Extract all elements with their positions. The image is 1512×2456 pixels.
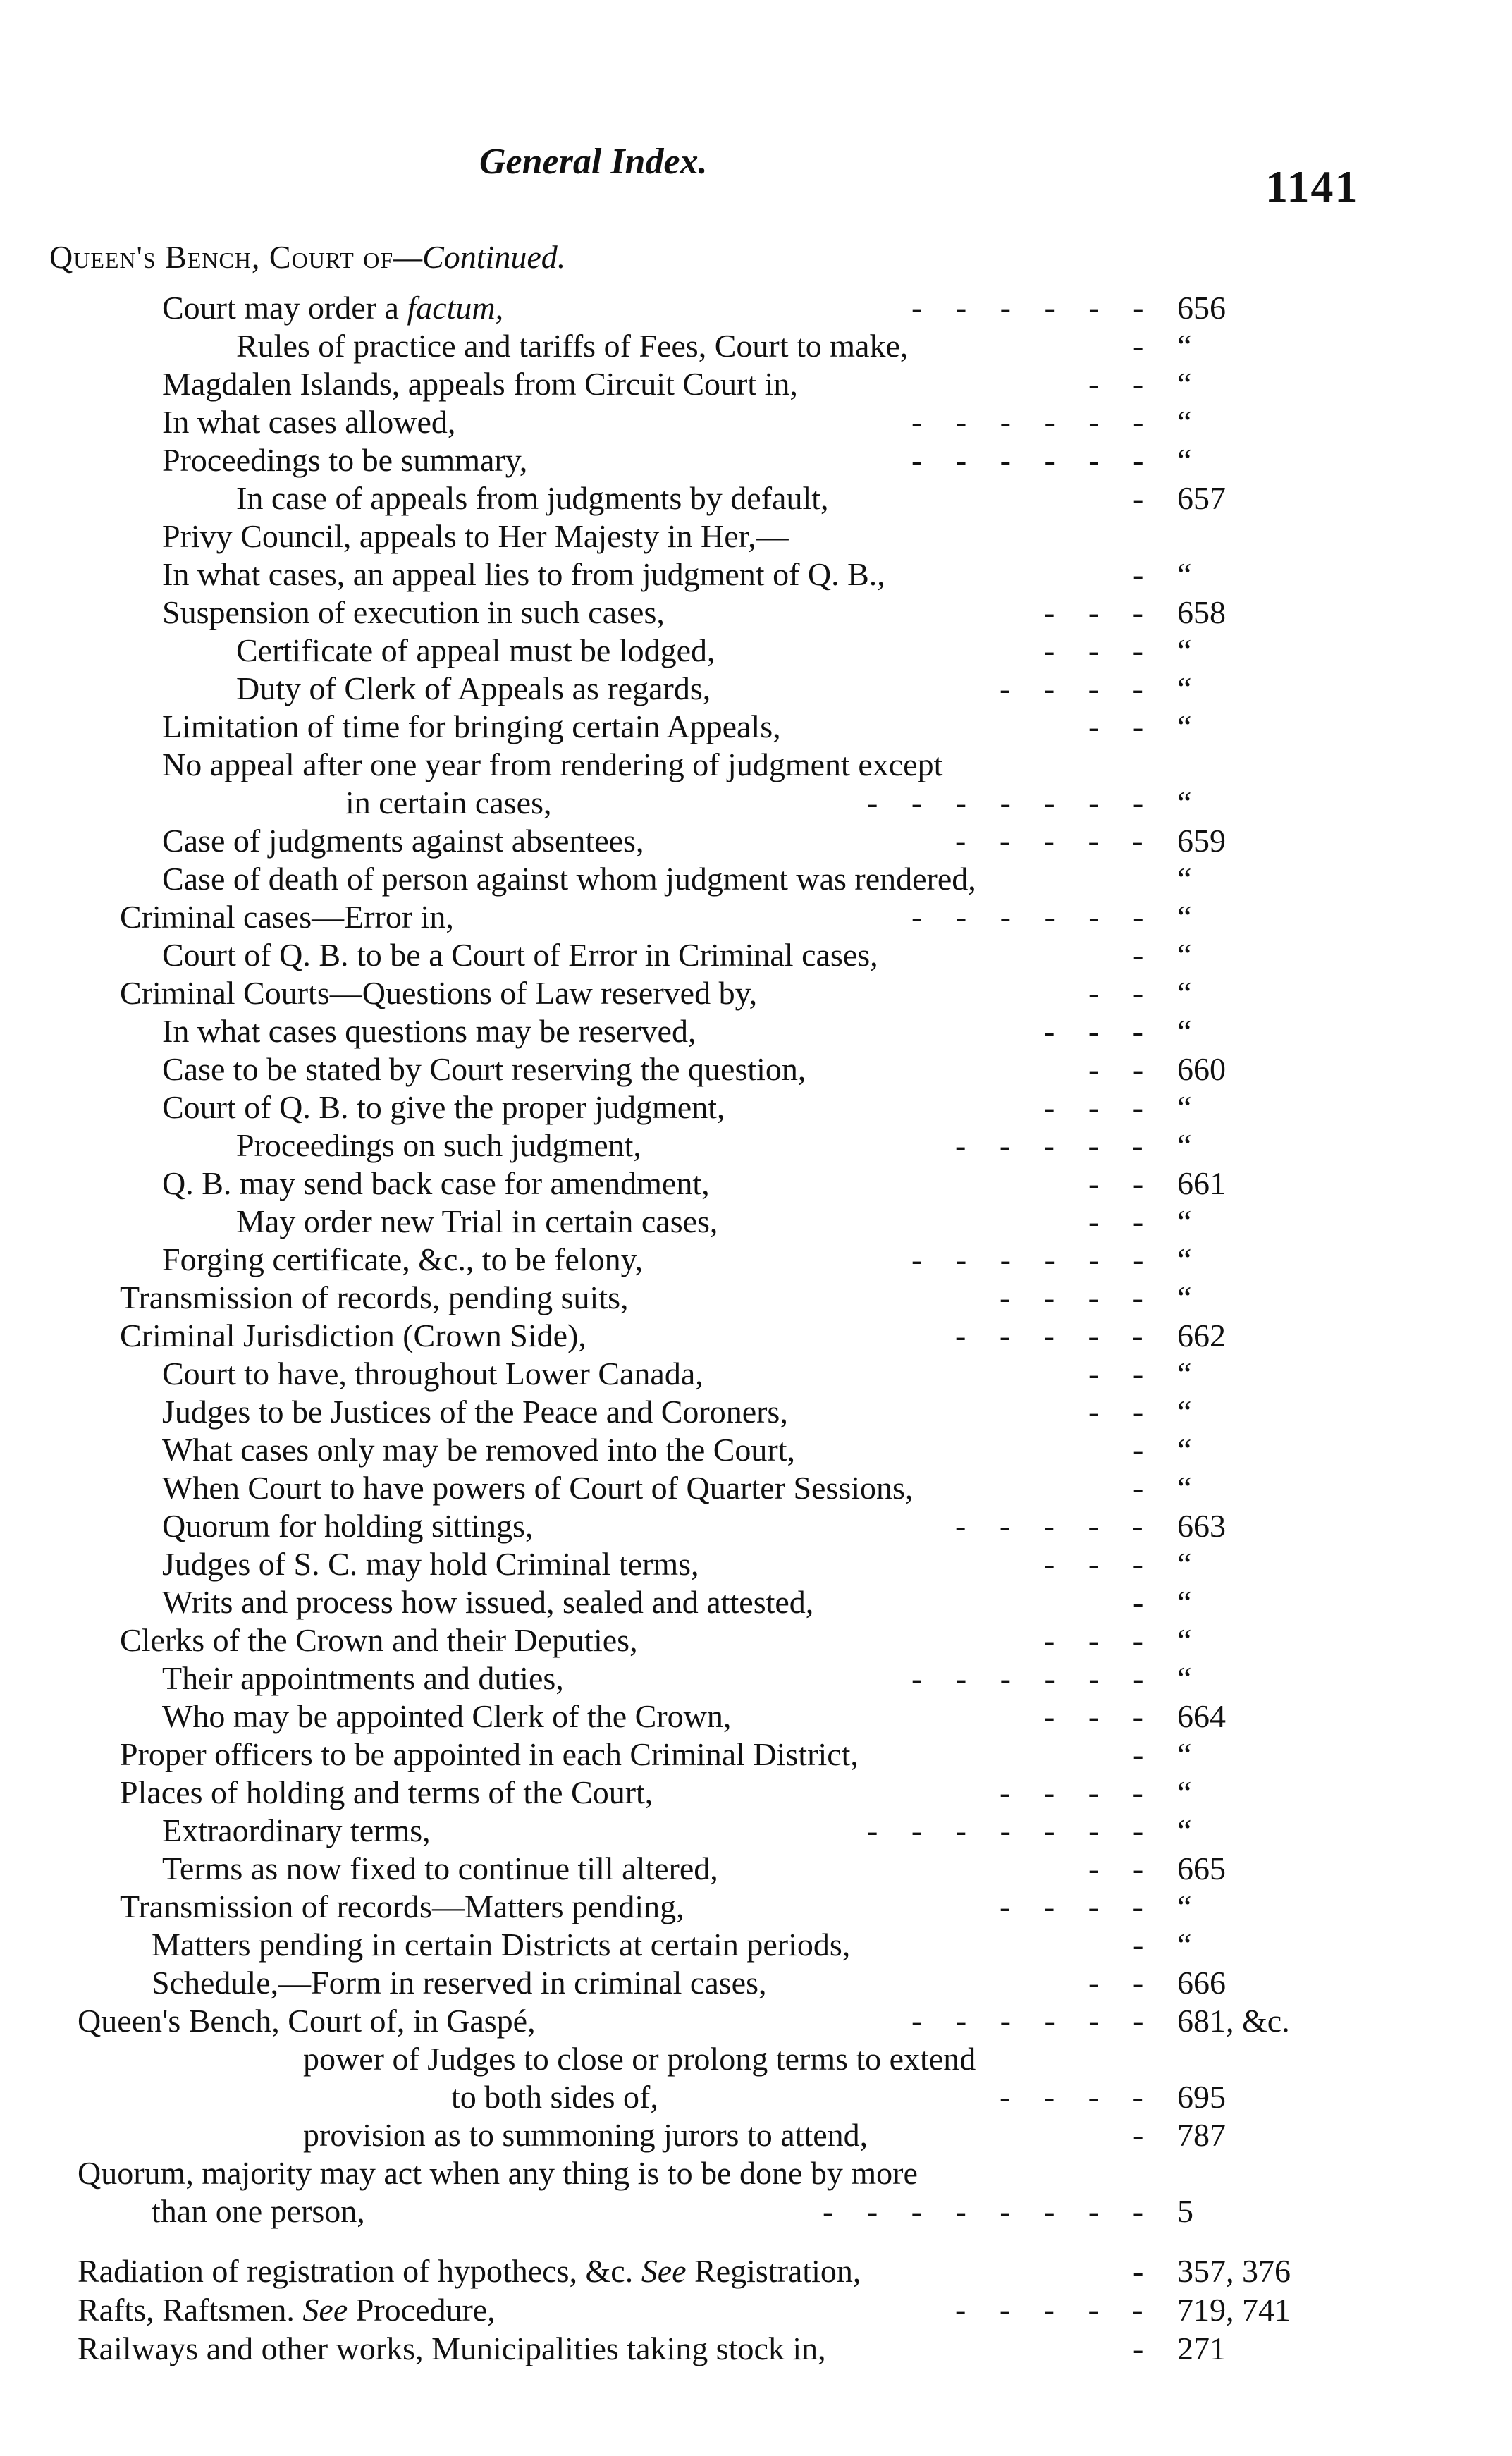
leader-dashes: - - - xyxy=(1044,632,1156,668)
entry-text xyxy=(78,2330,826,2368)
page-reference: “ xyxy=(1177,328,1192,364)
index-entry xyxy=(0,2002,1512,2040)
leader-dashes: - xyxy=(1133,2331,1157,2366)
entry-text-main: Rules of practice and tariffs of Fees, Court to make, xyxy=(236,328,909,364)
entry-text-main: Case of death of person against whom judgment was rendered, xyxy=(162,861,976,897)
leader-dashes: - - - - - xyxy=(955,1318,1156,1353)
entry-text xyxy=(152,1964,766,2002)
entry-text xyxy=(120,974,757,1012)
index-entry xyxy=(0,1850,1512,1888)
page-reference: “ xyxy=(1177,1241,1192,1277)
entry-text-main: Railways and other works, Municipalities taking stock in, xyxy=(78,2331,826,2366)
page-reference: 660 xyxy=(1177,1051,1226,1087)
entry-text-main: Proper officers to be appointed in each Criminal District, xyxy=(120,1736,859,1772)
entry-text xyxy=(162,1545,699,1583)
entry-text-tail: Registration, xyxy=(686,2253,861,2289)
entry-text xyxy=(120,1888,684,1926)
entry-text xyxy=(162,441,527,479)
leader-dashes: - xyxy=(1133,556,1157,592)
entry-text-main: Schedule,—Form in reserved in criminal cases, xyxy=(152,1965,767,2001)
entry-text-main: May order new Trial in certain cases, xyxy=(236,1203,718,1239)
entry-text-main: Quorum for holding sittings, xyxy=(162,1508,534,1544)
index-entry xyxy=(0,517,1512,555)
entry-text-main: Case of judgments against absentees, xyxy=(162,823,644,859)
page-reference: “ xyxy=(1177,899,1192,935)
entry-text xyxy=(236,1203,718,1241)
leader-dashes: - - - xyxy=(1044,1546,1156,1582)
index-entry xyxy=(0,1774,1512,1812)
index-entry xyxy=(0,1279,1512,1317)
index-entry xyxy=(0,1697,1512,1736)
page-reference: 787 xyxy=(1177,2117,1226,2153)
leader-dashes: - - - - xyxy=(1000,2079,1156,2115)
leader-dashes: - xyxy=(1133,1470,1157,1506)
index-entry xyxy=(0,555,1512,594)
index-entry xyxy=(0,479,1512,517)
entry-text xyxy=(451,2078,658,2116)
entry-text xyxy=(120,1736,859,1774)
leader-dashes: - - - - xyxy=(1000,670,1156,706)
entry-text xyxy=(162,822,644,860)
entry-text xyxy=(162,1659,564,1697)
page-reference: 681, &c. xyxy=(1177,2003,1290,2039)
entry-text-main: Privy Council, appeals to Her Majesty in Her,— xyxy=(162,518,789,554)
page-reference: “ xyxy=(1177,1432,1192,1468)
entry-text-main: Duty of Clerk of Appeals as regards, xyxy=(236,670,711,706)
leader-dashes: - - xyxy=(1088,1850,1157,1886)
page-reference: 664 xyxy=(1177,1698,1226,1734)
entry-text-main: Writs and process how issued, sealed and attested, xyxy=(162,1584,814,1620)
entry-text-italic: See xyxy=(641,2253,687,2289)
index-entry xyxy=(0,670,1512,708)
index-entry xyxy=(0,594,1512,632)
entry-text xyxy=(120,1621,638,1659)
index-entry xyxy=(0,1812,1512,1850)
page-reference: “ xyxy=(1177,670,1192,706)
index-entry xyxy=(0,1583,1512,1621)
page-reference: “ xyxy=(1177,1736,1192,1772)
entry-text xyxy=(162,1812,431,1850)
entry-text xyxy=(120,1317,586,1355)
entry-text xyxy=(162,289,503,327)
entry-text xyxy=(236,632,715,670)
entry-text xyxy=(162,403,455,441)
index-entry xyxy=(0,1736,1512,1774)
entry-text xyxy=(236,479,829,517)
index-entry xyxy=(0,2116,1512,2154)
entry-text-main: Court may order a xyxy=(162,290,407,326)
entry-text-main: Proceedings to be summary, xyxy=(162,442,528,478)
leader-dashes: - - - xyxy=(1044,594,1156,630)
entry-text-main: provision as to summoning jurors to attend, xyxy=(303,2117,868,2153)
leader-dashes: - - - - - - xyxy=(911,1241,1157,1277)
index-entry xyxy=(0,1621,1512,1659)
page-reference: 659 xyxy=(1177,823,1226,859)
page-reference: 657 xyxy=(1177,480,1226,516)
leader-dashes: - xyxy=(1133,328,1157,364)
page-reference: “ xyxy=(1177,1279,1192,1315)
index-entry xyxy=(0,441,1512,479)
page-reference: “ xyxy=(1177,1546,1192,1582)
leader-dashes: - - xyxy=(1088,366,1157,402)
entry-text xyxy=(152,2192,365,2230)
entry-text xyxy=(120,1774,653,1812)
page-reference: “ xyxy=(1177,556,1192,592)
index-entry xyxy=(0,327,1512,365)
running-title: General Index. xyxy=(479,142,708,182)
entry-text xyxy=(78,2291,496,2329)
index-entry xyxy=(0,1317,1512,1355)
entry-text xyxy=(236,1126,641,1165)
page-reference: 357, 376 xyxy=(1177,2253,1291,2289)
entry-text-main: Suspension of execution in such cases, xyxy=(162,594,665,630)
entry-text-main: Criminal Courts—Questions of Law reserved by, xyxy=(120,975,758,1011)
entry-text-main: Criminal cases—Error in, xyxy=(120,899,454,935)
entry-text-main: Q. B. may send back case for amendment, xyxy=(162,1165,710,1201)
index-entry xyxy=(0,1050,1512,1088)
page-reference: “ xyxy=(1177,1394,1192,1430)
entry-text-main: When Court to have powers of Court of Quarter Sessions, xyxy=(162,1470,914,1506)
index-entry xyxy=(0,860,1512,898)
index-entry xyxy=(0,365,1512,403)
page-reference: 719, 741 xyxy=(1177,2292,1291,2328)
entry-text-main: What cases only may be removed into the Court, xyxy=(162,1432,796,1468)
entry-text-main: Transmission of records, pending suits, xyxy=(120,1279,629,1315)
entry-text-main: Queen's Bench, Court of, in Gaspé, xyxy=(78,2003,536,2039)
section-heading-main: Queen's Bench, Court of xyxy=(49,239,394,275)
entry-text xyxy=(162,365,798,403)
page-reference: “ xyxy=(1177,404,1192,440)
page-reference: “ xyxy=(1177,1584,1192,1620)
entry-text-main: in certain cases, xyxy=(345,785,552,821)
entry-text-main: Judges to be Justices of the Peace and Coroners, xyxy=(162,1394,788,1430)
entry-text xyxy=(236,327,908,365)
page-number: 1141 xyxy=(1265,161,1359,211)
page-reference: “ xyxy=(1177,1356,1192,1392)
entry-text xyxy=(162,1012,696,1050)
entry-text-main: Rafts, Raftsmen. xyxy=(78,2292,303,2328)
entry-text xyxy=(162,555,885,594)
entry-text xyxy=(78,2252,861,2290)
entry-text-main: In case of appeals from judgments by default, xyxy=(236,480,829,516)
entry-text-main: power of Judges to close or prolong terms to extend xyxy=(303,2041,976,2077)
leader-dashes: - xyxy=(1133,1432,1157,1468)
leader-dashes: - - - - - - xyxy=(911,899,1157,935)
entry-text-main: In what cases questions may be reserved, xyxy=(162,1013,696,1049)
page-reference: 663 xyxy=(1177,1508,1226,1544)
entry-text-main: Who may be appointed Clerk of the Crown, xyxy=(162,1698,732,1734)
entry-text-main: Certificate of appeal must be lodged, xyxy=(236,632,715,668)
index-entry xyxy=(0,2078,1512,2116)
page-reference: 665 xyxy=(1177,1850,1226,1886)
index-entry xyxy=(0,2154,1512,2192)
entry-text xyxy=(152,1926,850,1964)
index-entry xyxy=(0,1659,1512,1697)
index-entry xyxy=(0,1507,1512,1545)
leader-dashes: - - xyxy=(1088,708,1157,744)
entry-text xyxy=(162,1697,731,1736)
page-reference: 661 xyxy=(1177,1165,1226,1201)
index-entry xyxy=(0,289,1512,327)
index-entry xyxy=(0,1241,1512,1279)
entry-text-main: No appeal after one year from rendering of judgment except xyxy=(162,747,943,782)
entry-text xyxy=(120,1279,629,1317)
leader-dashes: - - - - - - - xyxy=(867,1812,1157,1848)
index-entry xyxy=(0,898,1512,936)
entry-text-main: Terms as now fixed to continue till altered, xyxy=(162,1850,718,1886)
page-reference: “ xyxy=(1177,1660,1192,1696)
index-entry xyxy=(0,1126,1512,1165)
entry-text-italic: factum, xyxy=(407,290,504,326)
page-reference: “ xyxy=(1177,1927,1192,1963)
index-entry xyxy=(0,1393,1512,1431)
entry-text xyxy=(120,898,454,936)
entry-text xyxy=(162,1583,813,1621)
index-entry xyxy=(0,2040,1512,2078)
page-reference: “ xyxy=(1177,937,1192,973)
index-entry xyxy=(0,1888,1512,1926)
page-reference: “ xyxy=(1177,1089,1192,1125)
entry-text xyxy=(78,2002,536,2040)
leader-dashes: - - - - xyxy=(1000,1279,1156,1315)
leader-dashes: - xyxy=(1133,937,1157,973)
entry-text xyxy=(303,2116,868,2154)
entry-text-main: Case to be stated by Court reserving the question, xyxy=(162,1051,806,1087)
entry-text xyxy=(162,1355,703,1393)
index-entry xyxy=(0,1165,1512,1203)
page-reference: “ xyxy=(1177,1622,1192,1658)
page-reference: “ xyxy=(1177,1812,1192,1848)
index-entry xyxy=(0,2252,1512,2290)
index-entry xyxy=(0,708,1512,746)
index-entry xyxy=(0,1355,1512,1393)
page-reference: “ xyxy=(1177,1889,1192,1924)
index-entry xyxy=(0,2192,1512,2230)
leader-dashes: - xyxy=(1133,1736,1157,1772)
leader-dashes: - - - - xyxy=(1000,1889,1156,1924)
page-reference: “ xyxy=(1177,632,1192,668)
page-reference: 5 xyxy=(1177,2193,1193,2229)
index-entry xyxy=(0,2330,1512,2368)
index-entry xyxy=(0,1088,1512,1126)
page-reference: “ xyxy=(1177,1013,1192,1049)
entry-text-main: Court to have, throughout Lower Canada, xyxy=(162,1356,703,1392)
entry-text-main: Extraordinary terms, xyxy=(162,1812,431,1848)
leader-dashes: - - - - - xyxy=(955,823,1156,859)
index-entry xyxy=(0,1431,1512,1469)
page-reference: “ xyxy=(1177,785,1192,821)
index-entry xyxy=(0,1203,1512,1241)
page-reference: 666 xyxy=(1177,1965,1226,2001)
entry-text xyxy=(162,1088,725,1126)
leader-dashes: - - - - - - xyxy=(911,442,1157,478)
entry-text xyxy=(162,1469,913,1507)
leader-dashes: - - xyxy=(1088,1356,1157,1392)
entry-text xyxy=(162,517,789,555)
leader-dashes: - - - - - xyxy=(955,1508,1156,1544)
entry-text xyxy=(162,1393,788,1431)
leader-dashes: - - xyxy=(1088,975,1157,1011)
entry-text xyxy=(236,670,711,708)
entry-text-main: Matters pending in certain Districts at certain periods, xyxy=(152,1927,851,1963)
entry-text-main: Quorum, majority may act when any thing is to be done by more xyxy=(78,2155,918,2191)
entry-text xyxy=(162,708,781,746)
index-entry xyxy=(0,1469,1512,1507)
entry-text-main: Magdalen Islands, appeals from Circuit Court in, xyxy=(162,366,798,402)
entry-text-main: Clerks of the Crown and their Deputies, xyxy=(120,1622,638,1658)
section-heading-continued: —Continued. xyxy=(393,239,566,275)
leader-dashes: - - xyxy=(1088,1051,1157,1087)
entry-text-main: Proceedings on such judgment, xyxy=(236,1127,641,1163)
entry-text-main: Radiation of registration of hypothecs, &c. xyxy=(78,2253,641,2289)
entry-text-main: Limitation of time for bringing certain Appeals, xyxy=(162,708,781,744)
entry-text xyxy=(345,784,551,822)
entry-text xyxy=(78,2154,918,2192)
page-reference: “ xyxy=(1177,708,1192,744)
entry-text-tail: Procedure, xyxy=(348,2292,496,2328)
index-entry xyxy=(0,784,1512,822)
entry-text xyxy=(162,594,665,632)
entry-text-main: Criminal Jurisdiction (Crown Side), xyxy=(120,1318,586,1353)
leader-dashes: - xyxy=(1133,2253,1157,2289)
entry-text-main: to both sides of, xyxy=(451,2079,658,2115)
entry-text-main: Their appointments and duties, xyxy=(162,1660,564,1696)
leader-dashes: - - - - - - - xyxy=(867,785,1157,821)
entry-text xyxy=(162,1165,710,1203)
entry-text xyxy=(162,936,878,974)
index-entry xyxy=(0,822,1512,860)
entry-text-main: Transmission of records—Matters pending, xyxy=(120,1889,684,1924)
leader-dashes: - - xyxy=(1088,1165,1157,1201)
index-entry xyxy=(0,632,1512,670)
entry-text xyxy=(162,1241,643,1279)
leader-dashes: - - - - - - xyxy=(911,2003,1157,2039)
page-reference: 658 xyxy=(1177,594,1226,630)
page-reference: “ xyxy=(1177,366,1192,402)
entry-text-italic: See xyxy=(302,2292,348,2328)
page-reference: 656 xyxy=(1177,290,1226,326)
entry-text-main: Court of Q. B. to give the proper judgment, xyxy=(162,1089,725,1125)
leader-dashes: - - - - - xyxy=(955,2292,1156,2328)
entry-text xyxy=(162,1507,533,1545)
entry-text xyxy=(162,1050,806,1088)
leader-dashes: - xyxy=(1133,480,1157,516)
leader-dashes: - - - - - - xyxy=(911,404,1157,440)
index-entry xyxy=(0,2291,1512,2329)
index-entry xyxy=(0,746,1512,784)
entry-text xyxy=(303,2040,976,2078)
page-reference: “ xyxy=(1177,1127,1192,1163)
page-reference: 271 xyxy=(1177,2331,1226,2366)
leader-dashes: - - - xyxy=(1044,1622,1156,1658)
leader-dashes: - xyxy=(1133,2117,1157,2153)
page-reference: “ xyxy=(1177,861,1192,897)
entry-text-main: In what cases allowed, xyxy=(162,404,456,440)
page-reference: “ xyxy=(1177,1470,1192,1506)
leader-dashes: - - xyxy=(1088,1203,1157,1239)
index-entry xyxy=(0,1926,1512,1964)
entry-text-main: Judges of S. C. may hold Criminal terms, xyxy=(162,1546,699,1582)
entry-text xyxy=(162,746,942,784)
index-entry xyxy=(0,1964,1512,2002)
leader-dashes: - - - - - - xyxy=(911,1660,1157,1696)
index-entry xyxy=(0,403,1512,441)
entry-text-main: than one person, xyxy=(152,2193,365,2229)
entry-text xyxy=(162,860,976,898)
leader-dashes: - - xyxy=(1088,1965,1157,2001)
page-reference: “ xyxy=(1177,975,1192,1011)
page-reference: 695 xyxy=(1177,2079,1226,2115)
entry-text xyxy=(162,1431,795,1469)
page-reference: “ xyxy=(1177,1774,1192,1810)
leader-dashes: - - - - xyxy=(1000,1774,1156,1810)
page-reference: “ xyxy=(1177,442,1192,478)
entry-text xyxy=(162,1850,718,1888)
index-entry xyxy=(0,1012,1512,1050)
leader-dashes: - - - - - xyxy=(955,1127,1156,1163)
entry-text-main: Court of Q. B. to be a Court of Error in Criminal cases, xyxy=(162,937,878,973)
entry-text-main: In what cases, an appeal lies to from judgment of Q. B., xyxy=(162,556,885,592)
leader-dashes: - xyxy=(1133,1584,1157,1620)
leader-dashes: - - - xyxy=(1044,1013,1156,1049)
entry-text-main: Places of holding and terms of the Court, xyxy=(120,1774,653,1810)
leader-dashes: - - - xyxy=(1044,1089,1156,1125)
page-reference: “ xyxy=(1177,1203,1192,1239)
index-entry xyxy=(0,974,1512,1012)
index-entry xyxy=(0,936,1512,974)
leader-dashes: - - - xyxy=(1044,1698,1156,1734)
page-reference: 662 xyxy=(1177,1318,1226,1353)
index-entry xyxy=(0,1545,1512,1583)
leader-dashes: - - xyxy=(1088,1394,1157,1430)
leader-dashes: - xyxy=(1133,1927,1157,1963)
leader-dashes: - - - - - - - - xyxy=(823,2193,1157,2229)
entry-text-main: Forging certificate, &c., to be felony, xyxy=(162,1241,644,1277)
leader-dashes: - - - - - - xyxy=(911,290,1157,326)
